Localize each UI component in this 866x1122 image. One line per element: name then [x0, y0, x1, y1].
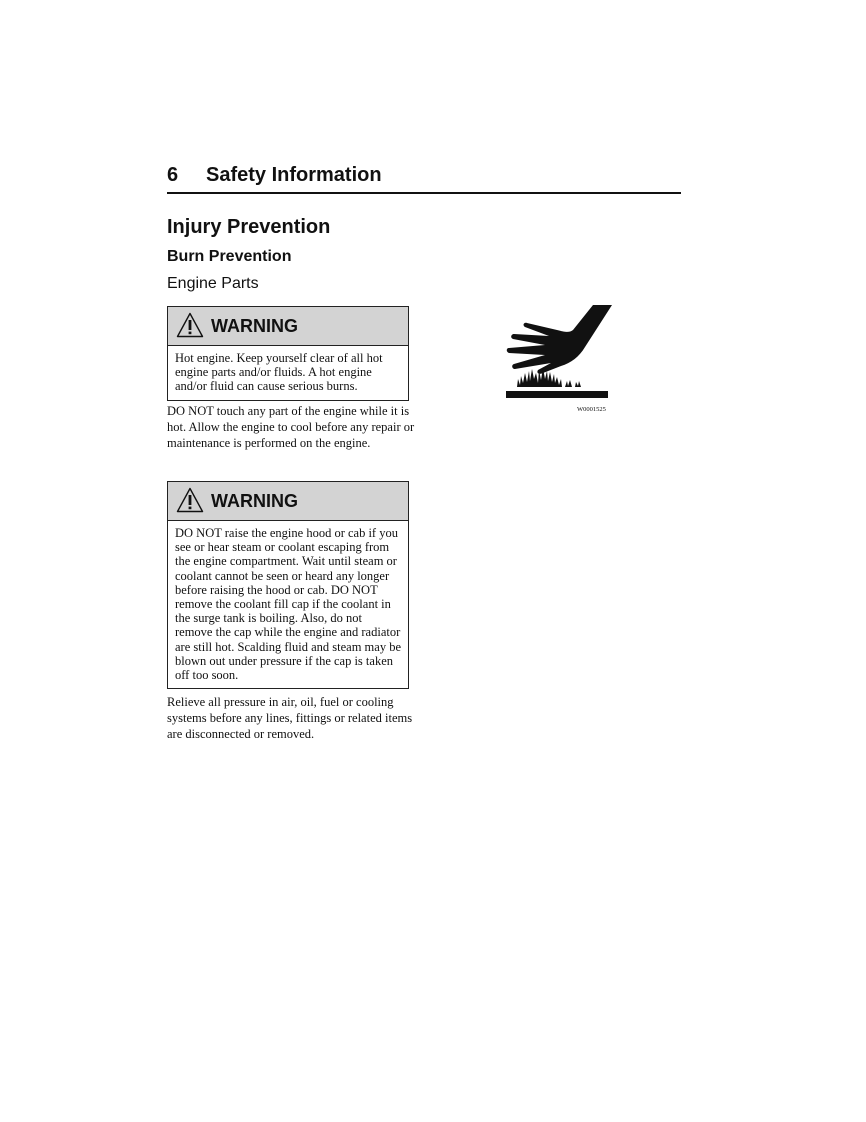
warning-box-hot-engine — [167, 306, 409, 401]
warning-triangle-icon — [176, 312, 204, 338]
warning-header — [168, 307, 408, 346]
warning-title: WARNING — [211, 491, 298, 511]
heading-injury-prevention: Injury Prevention — [167, 216, 331, 238]
warning-header — [168, 482, 408, 521]
warning-text: DO NOT raise the engine hood or cab if you see or hear steam or coolant escaping from the engine compartment. Wait until steam or coolant cannot be seen or heard any longer before raising the hood or cab. DO NOT remove the coolant fill cap if the coolant in the surge tank is boiling. Also, do not remove the cap while the engine and radiator are still hot. Scalding fluid and steam may be blown out under pressure if the cap is taken off too soon. — [175, 526, 401, 683]
heading-burn-prevention: Burn Prevention — [167, 248, 292, 265]
hot-surface-hand-icon — [505, 303, 617, 401]
page-number: 6 — [167, 164, 179, 186]
paragraph-relieve-pressure: Relieve all pressure in air, oil, fuel or cooling systems before any lines, fittings or related items are disconnected or removed. — [167, 695, 413, 741]
warning-text: Hot engine. Keep yourself clear of all hot engine parts and/or fluids. A hot engine and/or fluid can cause serious burns. — [175, 351, 383, 394]
figure-code: W0001525 — [577, 406, 606, 413]
page-header — [167, 162, 681, 194]
warning-triangle-icon — [176, 487, 204, 513]
heading-engine-parts: Engine Parts — [167, 275, 259, 292]
section-title: Safety Information — [206, 164, 382, 186]
warning-title: WARNING — [211, 316, 298, 336]
paragraph-touch-engine: DO NOT touch any part of the engine while it is hot. Allow the engine to cool before any repair or maintenance is performed on the engine. — [167, 404, 415, 450]
warning-box-coolant — [167, 481, 409, 689]
